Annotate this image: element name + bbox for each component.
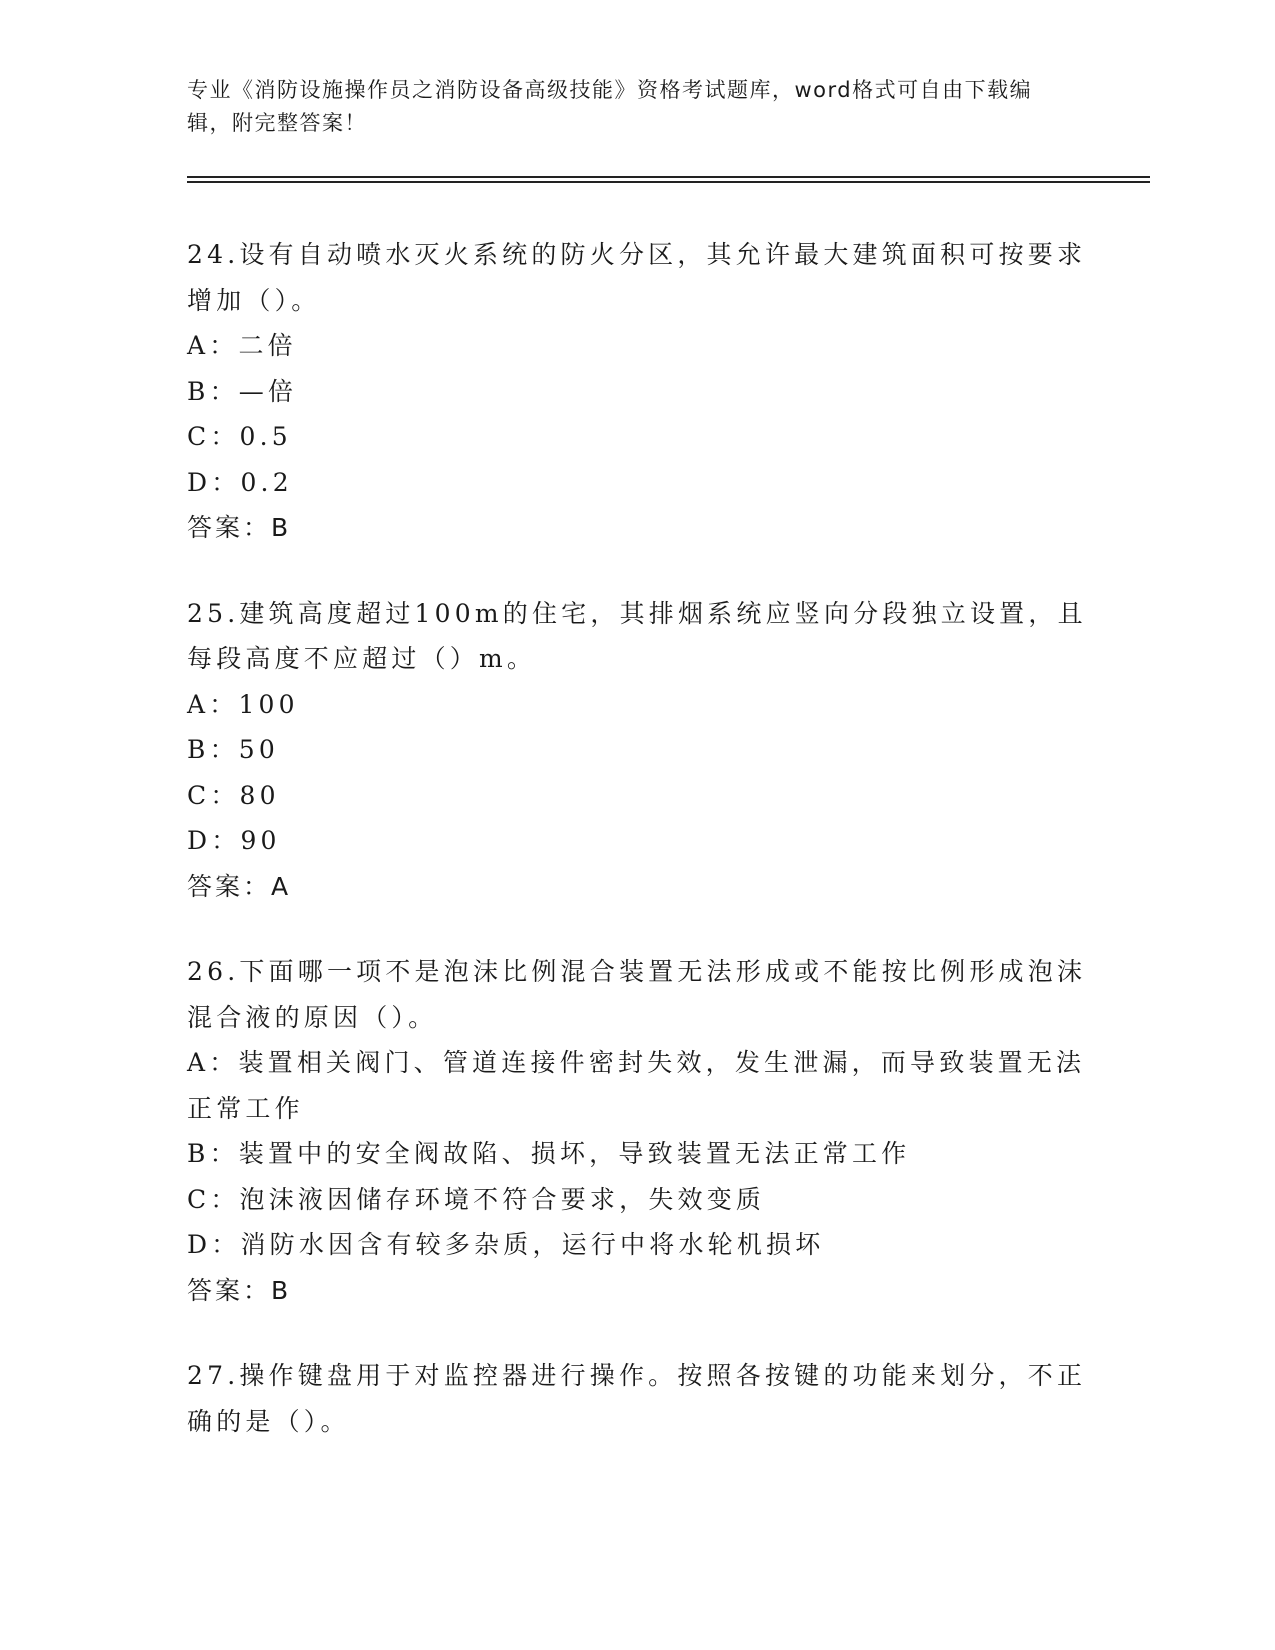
answer: 答案：A	[187, 871, 292, 901]
option-c: C：0.5	[187, 422, 292, 451]
question-24	[187, 232, 1087, 551]
option-c: C：泡沫液因储存环境不符合要求，失效变质	[187, 1184, 766, 1214]
question-list	[187, 232, 1087, 1484]
option-a: A：二倍	[187, 331, 297, 360]
header-divider-bottom	[187, 181, 1150, 183]
option-c: C：80	[187, 780, 280, 810]
question-27	[187, 1353, 1087, 1444]
option-b: B：—倍	[187, 376, 298, 406]
option-a: A：100	[187, 689, 299, 719]
option-d: D：消防水因含有较多杂质，运行中将水轮机损坏	[187, 1230, 825, 1259]
question-stem: 25.建筑高度超过100m的住宅，其排烟系统应竖向分段独立设置，且每段高度不应超过（）m。	[187, 598, 1087, 673]
option-b: B：装置中的安全阀故陷、损坏，导致装置无法正常工作	[187, 1139, 911, 1168]
option-b: B：50	[187, 735, 279, 764]
question-stem: 27.操作键盘用于对监控器进行操作。按照各按键的功能来划分，不正确的是（）。	[187, 1361, 1087, 1436]
question-stem: 24.设有自动喷水灭火系统的防火分区，其允许最大建筑面积可按要求增加（）。	[187, 240, 1087, 315]
document-header: 专业《消防设施操作员之消防设备高级技能》资格考试题库，word格式可自由下载编辑，附完整答案！	[187, 78, 1033, 135]
question-26	[187, 949, 1087, 1313]
question-25	[187, 591, 1087, 910]
header-divider-top	[187, 176, 1150, 178]
option-d: D：90	[187, 826, 281, 855]
option-a: A：装置相关阀门、管道连接件密封失效，发生泄漏，而导致装置无法正常工作	[187, 1048, 1086, 1123]
answer: 答案：B	[187, 513, 292, 542]
option-d: D：0.2	[187, 467, 293, 497]
answer: 答案：B	[187, 1275, 292, 1305]
question-stem: 26.下面哪一项不是泡沫比例混合装置无法形成或不能按比例形成泡沫混合液的原因（）。	[187, 957, 1087, 1032]
